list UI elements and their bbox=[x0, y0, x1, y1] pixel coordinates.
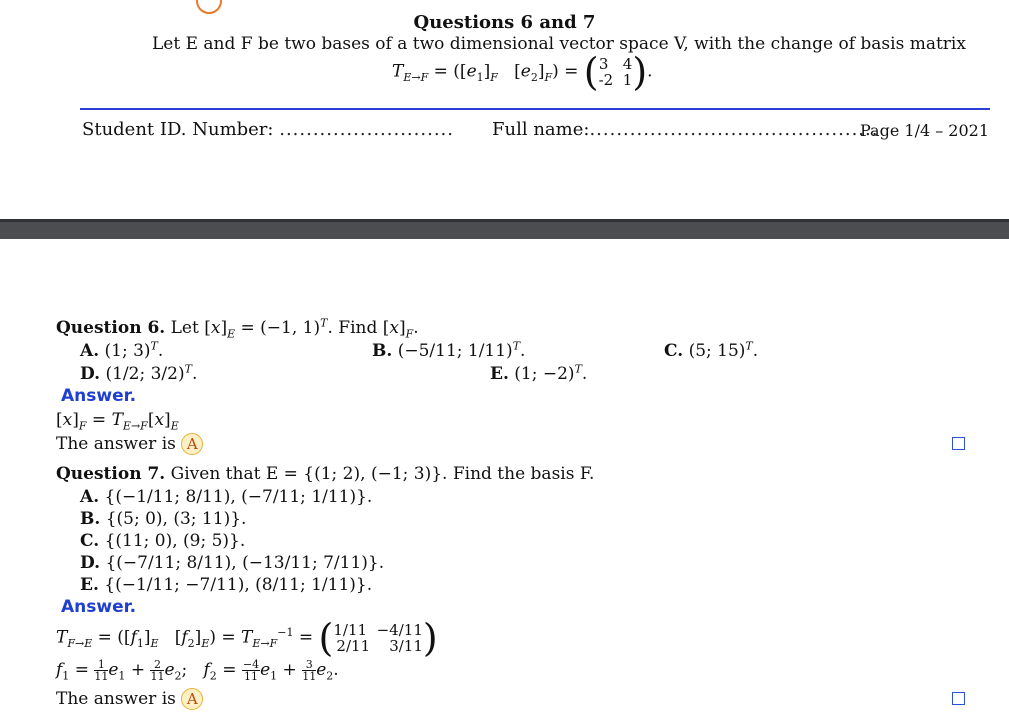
student-id-field[interactable]: .......................... bbox=[279, 119, 454, 140]
q6-work-line: $[x]_F = T_{E\to F}[x]_E$ bbox=[56, 410, 179, 433]
q6-option-c[interactable]: C. (5; 15)$^T$. bbox=[664, 339, 759, 361]
q7-basis-expression: $f_1$ = $\frac{1}{11}$ $e_1$ + $\frac{2}{11}$ $e_2$; $f_2$ = $\frac{-4}{11}$ $e_1$ + $\frac{3}{11}$ $e_2$. bbox=[56, 658, 339, 683]
q6-answer-choice: A bbox=[181, 433, 203, 455]
matrix-symbol: T bbox=[392, 61, 404, 82]
q7-answer-choice: A bbox=[181, 688, 203, 710]
q6-option-e[interactable]: E. (1; −2)$^T$. bbox=[490, 362, 588, 384]
full-name-label: Full name: bbox=[492, 119, 590, 140]
q6-prompt: Question 6. Let $[x]_E = (-1$, 1)$^T$. Find $[x]_F$. bbox=[56, 316, 419, 341]
matrix-subscript: E→F bbox=[403, 70, 429, 84]
full-name-row bbox=[492, 119, 878, 140]
q7-option-d[interactable]: D. {(−7/11; 8/11), (−13/11; 7/11)}. bbox=[80, 553, 385, 573]
q7-option-c[interactable]: C. {(11; 0), (9; 5)}. bbox=[80, 531, 246, 551]
q6-checkbox[interactable] bbox=[952, 437, 965, 450]
full-name-field[interactable]: ........................................... bbox=[589, 119, 879, 140]
q6-answer-line: The answer is A bbox=[56, 433, 203, 455]
header-divider bbox=[80, 108, 990, 110]
intro-text: Let E and F be two bases of a two dimensional vector space V, with the change of basis matrix bbox=[152, 34, 966, 54]
q7-prompt: Question 7. Given that E = {(1; 2), (−1; 3)}. Find the basis F. bbox=[56, 464, 595, 484]
student-id-label: Student ID. Number: bbox=[82, 119, 274, 140]
q7-option-b[interactable]: B. {(5; 0), (3; 11)}. bbox=[80, 509, 247, 529]
q7-option-e[interactable]: E. {(−1/11; −7/11), (8/11; 1/11)}. bbox=[80, 575, 373, 595]
q7-option-a[interactable]: A. {(−1/11; 8/11), (−7/11; 1/11)}. bbox=[80, 487, 373, 507]
q6-option-b[interactable]: B. (−5/11; 1/11)$^T$. bbox=[372, 339, 526, 361]
change-matrix: 3 4 -2 1 bbox=[598, 55, 633, 89]
q6-answer-label: Answer. bbox=[61, 386, 137, 406]
inverse-matrix: 1/11 −4/11 2/11 3/11 bbox=[333, 621, 423, 655]
q7-label: Question 7. bbox=[56, 464, 166, 484]
change-of-basis-formula: $T_{E\to F} = ([e_1]_F$ $[e_2]_F) = (3$ 4 -2 1). bbox=[392, 50, 653, 94]
page-label: Page 1/4 – 2021 bbox=[860, 121, 990, 140]
q6-option-a[interactable]: A. (1; 3)$^T$. bbox=[80, 339, 164, 361]
q7-inverse-formula: $T_{F\to E} = ([f_1]_E$ $[f_2]_E) = T_{E\to F}^{-1} = (1/11 -4/11$ 2/11 3/11) bbox=[56, 616, 438, 660]
student-id-row bbox=[82, 119, 454, 140]
q7-answer-line: The answer is A bbox=[56, 688, 203, 710]
q7-answer-label: Answer. bbox=[61, 597, 137, 617]
q6-option-d[interactable]: D. (1/2; 3/2)$^T$. bbox=[80, 362, 198, 384]
page-title: Questions 6 and 7 bbox=[413, 12, 596, 33]
q6-label: Question 6. bbox=[56, 318, 166, 338]
page-separator-bar bbox=[0, 219, 1009, 239]
q7-checkbox[interactable] bbox=[952, 692, 965, 705]
